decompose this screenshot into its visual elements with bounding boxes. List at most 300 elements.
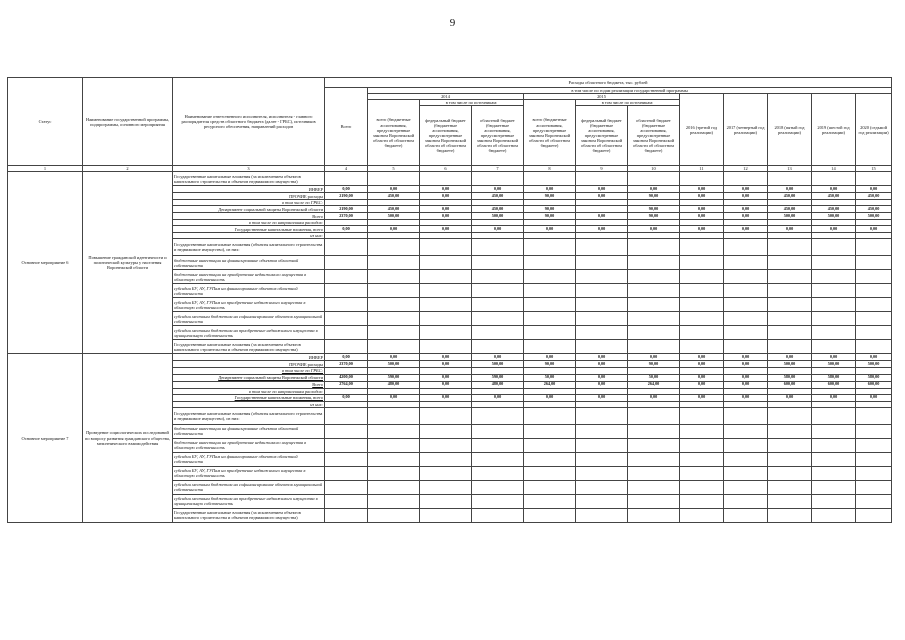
value-cell: 0,00 <box>812 354 856 361</box>
column-number: 8 <box>524 166 576 172</box>
value-cell <box>325 494 368 508</box>
value-cell: 0,00 <box>724 354 768 361</box>
value-cell: 0,00 <box>724 213 768 220</box>
row-label: субсидии БУ, АУ, ГУПам на финансирование объектов областной собственности <box>173 452 325 466</box>
value-cell <box>325 172 368 186</box>
value-cell: 480,00 <box>472 381 524 388</box>
value-cell: 0,00 <box>576 381 628 388</box>
value-cell <box>768 239 812 256</box>
value-cell <box>724 424 768 438</box>
column-number: 1 <box>8 166 83 172</box>
value-cell <box>680 508 724 522</box>
value-cell: 0,00 <box>576 213 628 220</box>
header-regional-2015: областной бюджет (бюджетные ассигнования, предусмотренные законом Воронежской области об областном бюджете) <box>628 106 680 166</box>
value-cell <box>724 284 768 298</box>
value-cell <box>472 424 524 438</box>
value-cell: 0,00 <box>524 394 576 401</box>
row-label: субсидии местным бюджетам на софинансирование объектов муниципальной собственности <box>173 480 325 494</box>
column-number: 6 <box>420 166 472 172</box>
value-cell: 0,00 <box>680 226 724 233</box>
program-cell: Повышение гражданской идентичности и политической культуры у населения Воронежской области <box>83 172 173 354</box>
value-cell <box>856 340 892 354</box>
value-cell <box>768 407 812 424</box>
row-label: ИНВЕР <box>173 354 325 361</box>
value-cell <box>856 270 892 284</box>
value-cell: 0,00 <box>576 374 628 381</box>
column-number: 7 <box>472 166 524 172</box>
value-cell <box>420 239 472 256</box>
column-number: 3 <box>173 166 325 172</box>
value-cell <box>812 256 856 270</box>
value-cell: 480,00 <box>368 381 420 388</box>
value-cell: 4200,00 <box>325 374 368 381</box>
value-cell: 0,00 <box>856 186 892 193</box>
value-cell <box>724 452 768 466</box>
budget-table <box>7 77 892 523</box>
value-cell: 90,00 <box>628 206 680 213</box>
value-cell: 450,00 <box>472 193 524 200</box>
value-cell: 0,00 <box>420 394 472 401</box>
value-cell <box>368 326 420 340</box>
value-cell <box>680 438 724 452</box>
value-cell <box>368 494 420 508</box>
value-cell: 0,00 <box>472 354 524 361</box>
table-row <box>8 354 892 361</box>
row-label: из них: <box>173 233 325 239</box>
value-cell: 500,00 <box>856 361 892 368</box>
value-cell: 0,00 <box>368 394 420 401</box>
row-label: в том числе по направлениям расходов: <box>173 388 325 394</box>
value-cell <box>472 326 524 340</box>
value-cell: 0,00 <box>812 186 856 193</box>
row-label: субсидии БУ, АУ, ГУПам на финансирование объектов областной собственности <box>173 284 325 298</box>
value-cell <box>368 480 420 494</box>
value-cell: 0,00 <box>472 394 524 401</box>
value-cell <box>856 312 892 326</box>
value-cell: 500,00 <box>368 361 420 368</box>
value-cell <box>768 312 812 326</box>
value-cell <box>812 239 856 256</box>
value-cell: 0,00 <box>768 226 812 233</box>
value-cell <box>680 298 724 312</box>
value-cell: 450,00 <box>856 193 892 200</box>
value-cell: 0,00 <box>524 186 576 193</box>
value-cell <box>576 270 628 284</box>
column-number: 11 <box>680 166 724 172</box>
value-cell <box>524 508 576 522</box>
value-cell: 0,00 <box>524 354 576 361</box>
value-cell <box>524 256 576 270</box>
value-cell <box>420 298 472 312</box>
value-cell <box>628 480 680 494</box>
value-cell: 0,00 <box>472 186 524 193</box>
value-cell <box>420 270 472 284</box>
value-cell: 0,00 <box>368 186 420 193</box>
value-cell <box>724 239 768 256</box>
value-cell: 0,00 <box>856 354 892 361</box>
value-cell: 90,00 <box>524 361 576 368</box>
header-status: Статус <box>8 78 83 166</box>
value-cell <box>724 298 768 312</box>
value-cell: 0,00 <box>724 374 768 381</box>
value-cell: 2370,00 <box>325 361 368 368</box>
value-cell <box>680 424 724 438</box>
value-cell <box>768 466 812 480</box>
value-cell <box>325 438 368 452</box>
value-cell: 2370,00 <box>325 213 368 220</box>
column-number: 2 <box>83 166 173 172</box>
value-cell <box>724 270 768 284</box>
header-by-years: в том числе по годам реализации государственной программы <box>368 88 892 94</box>
value-cell: 0,00 <box>420 374 472 381</box>
value-cell <box>724 438 768 452</box>
value-cell <box>472 284 524 298</box>
value-cell: 0,00 <box>420 381 472 388</box>
row-label: субсидии местным бюджетам на приобретение недвижимого имущества в муниципальную собственность <box>173 494 325 508</box>
value-cell: 0,00 <box>768 354 812 361</box>
value-cell <box>325 340 368 354</box>
value-cell <box>524 424 576 438</box>
value-cell: 500,00 <box>368 213 420 220</box>
value-cell <box>576 340 628 354</box>
header-regional-2014: областной бюджет (бюджетные ассигнования, предусмотренные законом Воронежской области об областном бюджете) <box>472 106 524 166</box>
value-cell: 90,00 <box>524 193 576 200</box>
row-label: ПРОЧИЕ расходы <box>173 361 325 368</box>
value-cell <box>420 312 472 326</box>
value-cell <box>325 480 368 494</box>
row-label: Государственные капитальные вложения (за исключением объектов капитального строительства и объектов недвижимого имущества) <box>173 172 325 186</box>
value-cell <box>856 480 892 494</box>
value-cell <box>856 172 892 186</box>
value-cell <box>420 326 472 340</box>
row-label: субсидии местным бюджетам на приобретение недвижимого имущества в муниципальную собственность <box>173 326 325 340</box>
value-cell: 50,00 <box>524 374 576 381</box>
value-cell <box>856 407 892 424</box>
value-cell <box>576 284 628 298</box>
value-cell: 0,00 <box>724 193 768 200</box>
value-cell: 0,00 <box>812 226 856 233</box>
value-cell: 600,00 <box>812 381 856 388</box>
value-cell: 0,00 <box>576 226 628 233</box>
value-cell <box>768 284 812 298</box>
value-cell <box>680 407 724 424</box>
column-number: 4 <box>325 166 368 172</box>
value-cell <box>325 270 368 284</box>
value-cell: 0,00 <box>812 394 856 401</box>
row-label: Всего <box>173 381 325 388</box>
value-cell <box>420 480 472 494</box>
value-cell <box>768 452 812 466</box>
value-cell <box>856 438 892 452</box>
value-cell: 0,00 <box>524 226 576 233</box>
value-cell <box>812 452 856 466</box>
value-cell <box>420 284 472 298</box>
value-cell: 590,00 <box>472 374 524 381</box>
value-cell <box>768 270 812 284</box>
value-cell: 0,00 <box>768 394 812 401</box>
status-cell: Основное мероприятие 7 <box>8 354 83 522</box>
value-cell <box>472 407 524 424</box>
value-cell <box>524 407 576 424</box>
page-number: 9 <box>449 17 456 29</box>
value-cell <box>368 438 420 452</box>
value-cell <box>368 284 420 298</box>
column-number: 15 <box>856 166 892 172</box>
header-program: Наименование государственной программы, подпрограммы, основного мероприятия <box>83 78 173 166</box>
value-cell <box>576 312 628 326</box>
row-label: из них: <box>173 401 325 407</box>
value-cell: 0,00 <box>420 193 472 200</box>
value-cell <box>325 298 368 312</box>
value-cell <box>856 284 892 298</box>
value-cell <box>524 326 576 340</box>
value-cell: 0,00 <box>628 354 680 361</box>
value-cell: 0,00 <box>325 354 368 361</box>
value-cell <box>368 452 420 466</box>
value-cell: 450,00 <box>856 206 892 213</box>
value-cell <box>368 298 420 312</box>
value-cell: 500,00 <box>472 361 524 368</box>
value-cell <box>420 438 472 452</box>
value-cell: 90,00 <box>628 361 680 368</box>
value-cell: 0,00 <box>325 226 368 233</box>
value-cell <box>680 312 724 326</box>
value-cell <box>325 452 368 466</box>
value-cell: 450,00 <box>472 206 524 213</box>
row-label: субсидии местным бюджетам на софинансирование объектов муниципальной собственности <box>173 312 325 326</box>
value-cell: 0,00 <box>768 186 812 193</box>
value-cell <box>724 407 768 424</box>
value-cell <box>368 508 420 522</box>
value-cell <box>628 494 680 508</box>
value-cell <box>680 466 724 480</box>
value-cell <box>628 508 680 522</box>
row-label: Государственные капитальные вложения (объекты капитального строительства и недвижимое имущество), из них: <box>173 407 325 424</box>
value-cell: 0,00 <box>724 361 768 368</box>
value-cell <box>768 256 812 270</box>
value-cell <box>724 480 768 494</box>
value-cell <box>524 340 576 354</box>
value-cell: 590,00 <box>368 374 420 381</box>
value-cell <box>472 312 524 326</box>
value-cell: 0,00 <box>856 394 892 401</box>
value-cell <box>680 494 724 508</box>
header-2020: 2020 (седьмой год реализации) <box>856 94 892 166</box>
column-number: 5 <box>368 166 420 172</box>
column-number: 13 <box>768 166 812 172</box>
column-number: 14 <box>812 166 856 172</box>
value-cell: 2190,00 <box>325 193 368 200</box>
row-label: в том числе по направлениям расходов: <box>173 220 325 226</box>
value-cell: 0,00 <box>724 186 768 193</box>
value-cell <box>628 239 680 256</box>
value-cell: 500,00 <box>812 361 856 368</box>
value-cell: 0,00 <box>420 361 472 368</box>
value-cell <box>628 312 680 326</box>
value-cell: 0,00 <box>680 381 724 388</box>
value-cell <box>325 508 368 522</box>
value-cell <box>576 452 628 466</box>
value-cell <box>628 407 680 424</box>
value-cell <box>812 494 856 508</box>
value-cell <box>368 340 420 354</box>
header-super-title: Расходы областного бюджета, тыс. рублей <box>325 78 892 88</box>
value-cell <box>768 508 812 522</box>
value-cell: 0,00 <box>680 361 724 368</box>
row-label: бюджетные инвестиции на финансирование объектов областной собственности <box>173 256 325 270</box>
value-cell: 90,00 <box>628 213 680 220</box>
header-all-2015: всего (бюджетные ассигнования, предусмотренные законом Воронежской области об областном бюджете) <box>524 100 576 166</box>
value-cell <box>420 494 472 508</box>
program-cell: Проведение социологических исследований по вопросу развития гражданского общества, межэтнического взаимодействия <box>83 354 173 522</box>
row-label: ИНВЕР <box>173 186 325 193</box>
value-cell <box>856 256 892 270</box>
value-cell: 0,00 <box>724 381 768 388</box>
value-cell: 0,00 <box>680 193 724 200</box>
value-cell: 0,00 <box>856 226 892 233</box>
value-cell <box>420 407 472 424</box>
value-cell <box>812 466 856 480</box>
value-cell <box>680 239 724 256</box>
value-cell <box>576 424 628 438</box>
header-2016: 2016 (третий год реализации) <box>680 94 724 166</box>
value-cell <box>628 270 680 284</box>
value-cell: 90,00 <box>524 213 576 220</box>
value-cell <box>768 438 812 452</box>
value-cell <box>856 494 892 508</box>
value-cell <box>812 284 856 298</box>
value-cell <box>325 284 368 298</box>
header-2017: 2017 (четвертый год реализации) <box>724 94 768 166</box>
row-label: Департамент социальной защиты Воронежской области <box>173 206 325 213</box>
value-cell: 580,00 <box>856 374 892 381</box>
value-cell: 500,00 <box>856 213 892 220</box>
value-cell <box>420 452 472 466</box>
value-cell: 0,00 <box>680 206 724 213</box>
value-cell <box>628 284 680 298</box>
value-cell: 0,00 <box>420 206 472 213</box>
value-cell <box>576 298 628 312</box>
value-cell <box>812 480 856 494</box>
value-cell: 0,00 <box>325 394 368 401</box>
row-label: в том числе по ГРБС: <box>173 200 325 206</box>
value-cell <box>472 256 524 270</box>
header-sources-2015: в том числе по источникам: <box>576 100 680 106</box>
value-cell: 0,00 <box>724 394 768 401</box>
value-cell: 450,00 <box>368 206 420 213</box>
value-cell <box>472 270 524 284</box>
value-cell <box>812 326 856 340</box>
row-label: Государственные капитальные вложения, всего <box>173 226 325 233</box>
value-cell: 90,00 <box>524 206 576 213</box>
value-cell <box>628 424 680 438</box>
value-cell <box>724 466 768 480</box>
value-cell: 0,00 <box>576 193 628 200</box>
value-cell: 0,00 <box>724 206 768 213</box>
value-cell <box>420 424 472 438</box>
value-cell <box>325 407 368 424</box>
value-cell <box>812 407 856 424</box>
value-cell <box>576 407 628 424</box>
value-cell <box>856 326 892 340</box>
value-cell <box>524 480 576 494</box>
header-sources-2014: в том числе по источникам: <box>420 100 524 106</box>
row-label: субсидии БУ, АУ, ГУПам на приобретение недвижимого имущества в областную собственность <box>173 298 325 312</box>
value-cell <box>628 438 680 452</box>
value-cell <box>472 508 524 522</box>
value-cell <box>856 466 892 480</box>
value-cell <box>724 256 768 270</box>
header-total: Всего <box>325 88 368 166</box>
value-cell: 0,00 <box>472 226 524 233</box>
value-cell <box>472 239 524 256</box>
value-cell <box>768 326 812 340</box>
value-cell: 2190,00 <box>325 206 368 213</box>
header-federal-2014: федеральный бюджет (бюджетные ассигнования, предусмотренные законом Воронежской области об областном бюджете) <box>420 106 472 166</box>
row-label: Всего <box>173 213 325 220</box>
value-cell <box>856 508 892 522</box>
value-cell: 0,00 <box>576 186 628 193</box>
value-cell <box>628 452 680 466</box>
value-cell: 264,00 <box>628 381 680 388</box>
value-cell: 580,00 <box>768 374 812 381</box>
status-cell: Основное мероприятие 6 <box>8 172 83 354</box>
value-cell: 0,00 <box>576 361 628 368</box>
value-cell <box>420 256 472 270</box>
value-cell <box>368 270 420 284</box>
value-cell: 0,00 <box>628 394 680 401</box>
value-cell <box>628 466 680 480</box>
value-cell <box>724 326 768 340</box>
value-cell <box>628 172 680 186</box>
value-cell <box>420 340 472 354</box>
value-cell <box>576 239 628 256</box>
row-label: бюджетные инвестиции на приобретение недвижимого имущества в областную собственность <box>173 270 325 284</box>
header-indicator: Наименование ответственного исполнителя, исполнителя - главного распорядителя средств областного бюджета (далее - ГРБС), источников ресурсного обеспечения, направлений расходов <box>173 78 325 166</box>
value-cell <box>524 438 576 452</box>
value-cell <box>680 172 724 186</box>
header-federal-2015: федеральный бюджет (бюджетные ассигнования, предусмотренные законом Воронежской области об областном бюджете) <box>576 106 628 166</box>
value-cell: 0,00 <box>680 374 724 381</box>
value-cell <box>812 172 856 186</box>
value-cell <box>524 312 576 326</box>
value-cell <box>768 480 812 494</box>
value-cell <box>724 312 768 326</box>
value-cell <box>368 239 420 256</box>
value-cell <box>680 326 724 340</box>
value-cell: 264,00 <box>524 381 576 388</box>
row-label: бюджетные инвестиции на финансирование объектов областной собственности <box>173 424 325 438</box>
value-cell <box>524 172 576 186</box>
value-cell: 0,00 <box>680 213 724 220</box>
value-cell <box>524 452 576 466</box>
value-cell: 600,00 <box>768 381 812 388</box>
value-cell <box>472 494 524 508</box>
value-cell <box>856 452 892 466</box>
value-cell <box>680 270 724 284</box>
value-cell: 450,00 <box>768 206 812 213</box>
value-cell <box>420 508 472 522</box>
value-cell <box>768 172 812 186</box>
value-cell <box>472 466 524 480</box>
value-cell <box>368 172 420 186</box>
value-cell: 500,00 <box>812 213 856 220</box>
row-label: субсидии БУ, АУ, ГУПам на приобретение недвижимого имущества в областную собственность <box>173 466 325 480</box>
value-cell <box>680 284 724 298</box>
value-cell: 0,00 <box>628 186 680 193</box>
value-cell <box>724 508 768 522</box>
value-cell <box>472 438 524 452</box>
